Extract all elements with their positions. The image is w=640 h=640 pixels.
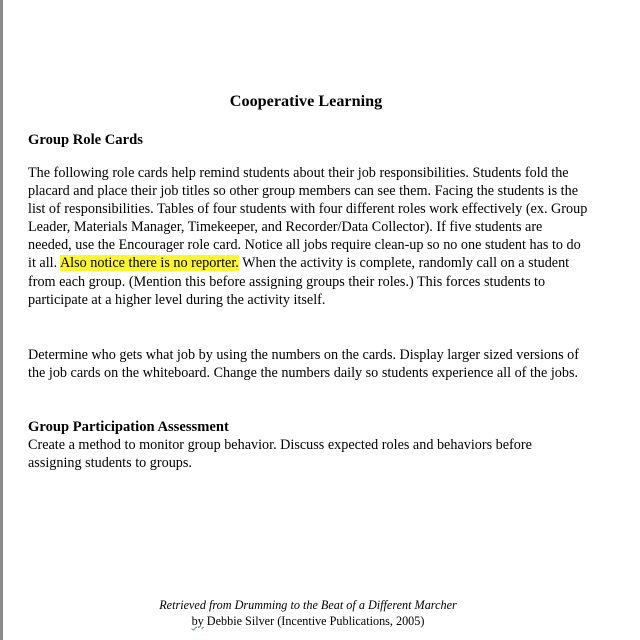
- section-heading-group-role-cards: Group Role Cards: [28, 132, 143, 148]
- citation-author-line: [28, 613, 588, 629]
- section-heading-participation-assessment: Group Participation Assessment: [28, 419, 229, 435]
- page-left-border: [0, 0, 3, 640]
- paragraph-role-cards-text-2: When the activity is complete, randomly call on a student from each group. (Mention this before assigning groups their roles.) This forces students to participate at a higher level during the activity itself.: [28, 255, 570, 308]
- paragraph-role-cards: [28, 164, 588, 309]
- paragraph-job-assignment: Determine who gets what job by using the numbers on the cards. Display larger sized versions of the job cards on the whiteboard. Change the numbers daily so students experience all of the jobs.: [28, 347, 579, 382]
- citation-source-title: Retrieved from Drumming to the Beat of a Different Marcher: [159, 598, 457, 612]
- document-page: [28, 0, 588, 640]
- paragraph-participation-assessment: Create a method to monitor group behavior. Discuss expected roles and behaviors before assigning students to groups.: [28, 437, 532, 472]
- citation-by-word: by: [191, 614, 204, 628]
- paragraph-role-cards-text-1: The following role cards help remind students about their job responsibilities. Students fold the placard and place their job titles so other group members can see them. Facing the students is the list of responsibilities. Tables of four students with four different roles work effectively (ex. Group Leader, Materials Manager, Timekeeper, and Recorder/Data Collector). If five students are needed, use the Encourager role card. Notice all jobs require clean-up so no one student has to do it all.: [28, 165, 588, 272]
- document-title: Cooperative Learning: [229, 92, 383, 110]
- citation-author-info: Debbie Silver (Incentive Publications, 2005): [206, 614, 425, 628]
- citation-footer: [28, 597, 588, 629]
- highlighted-text: Also notice there is no reporter.: [59, 255, 239, 272]
